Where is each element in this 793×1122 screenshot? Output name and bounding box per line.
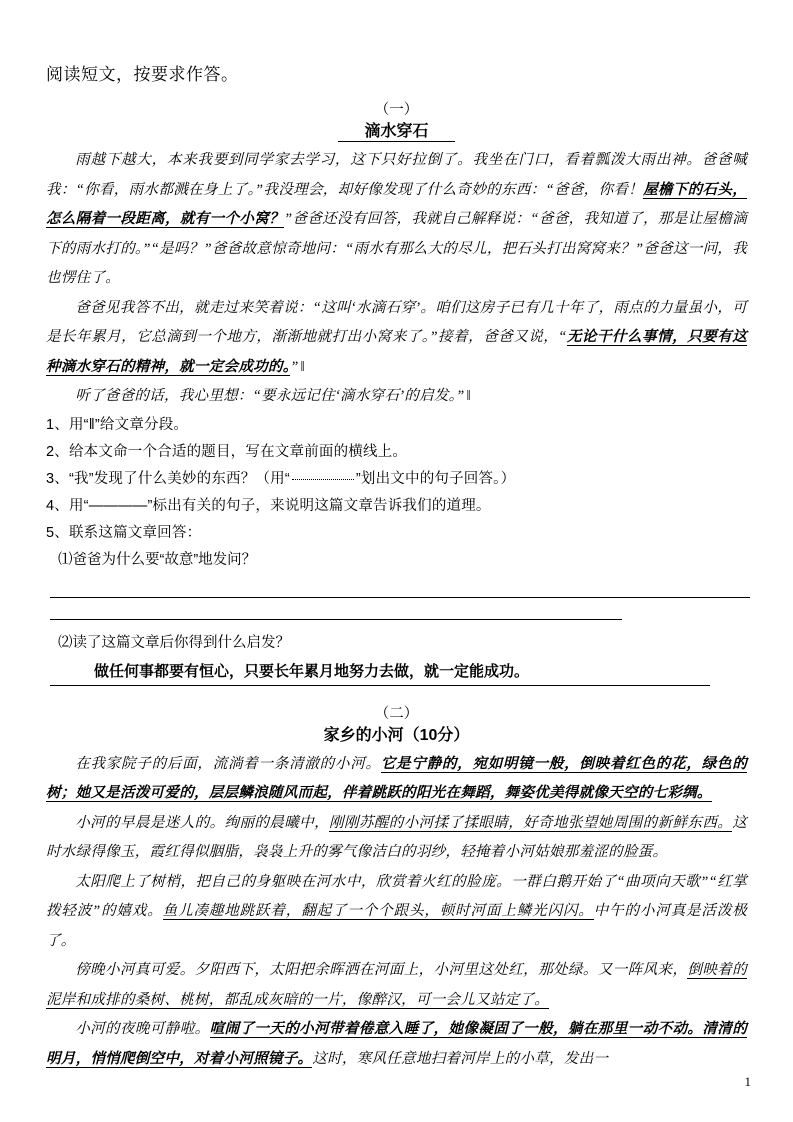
question-3: [46, 466, 747, 493]
section-one-title: [46, 120, 747, 144]
page-instruction: 阅读短文，按要求作答。: [46, 65, 239, 84]
article-two-paragraph-4: [46, 956, 747, 1015]
article2-para1-emphasis: 它是宁静的，宛如明镜一般，倒映着红色的花，绿色的树；她又是活泼可爱的，层层鳞浪随风而起，伴着跳跃的阳光在舞蹈，舞姿优美得就像天空的七彩绸。: [46, 755, 747, 801]
article-two-paragraph-3: [46, 868, 747, 957]
article2-para3-part-b: 中午的小河真是活泼极了。: [46, 903, 747, 949]
para2-part-a: 爸爸见我答不出，就走过来笑着说：“这叫‘水滴石穿’。咱们这房子已有几十年了，雨点的力量虽小，可是长年累月，它总滴到一个地方，渐渐地就打出小窝来了。”接着，爸爸又说，“: [46, 299, 747, 345]
para2-emphasis: 无论干什么事情，只要有这种滴水穿石的精神，就一定会成功的。: [46, 329, 747, 375]
article-two-paragraph-2: [46, 809, 747, 868]
article2-para3-emphasis: 鱼儿凑趣地跳跃着，翻起了一个个跟头，顿时河面上鳞光闪闪。: [162, 903, 594, 919]
sub-question-2-label: ⑵读了这篇文章后你得到什么启发？: [58, 634, 290, 651]
article2-para3-part-a: 太阳爬上了树梢，把自己的身躯映在河水中，欣赏着火红的脸庞。一群白鹅开始了“曲项向天歌”“红掌拨轻波”的嬉戏。: [46, 873, 747, 919]
para1-emphasis: 屋檐下的石头，怎么隔着一段距离，就有一个小窝？: [46, 181, 748, 227]
article2-para2-part-b: 这时水绿得像玉，霞红得似胭脂，袅袅上升的雾气像洁白的羽纱，轻掩着小河姑娘那羞涩的脸蛋。: [46, 814, 747, 860]
article-two-paragraph-1: [46, 750, 747, 809]
article2-para1-part-a: 在我家院子的后面，流淌着一条清澈的小河。: [75, 755, 381, 772]
section-two-title: 家乡的小河（10分）: [323, 726, 470, 744]
para2-segment-mark: ‖: [300, 358, 306, 375]
question-3-number: 3、: [46, 470, 69, 487]
page-number: 1: [744, 1074, 751, 1089]
question-1-text: 用“‖”给文章分段。: [68, 416, 189, 433]
question-3-text-after: ”划出文中的句子回答。）: [355, 470, 516, 487]
question-5-number: 5、: [46, 524, 69, 541]
question-3-dotted-blank: [292, 479, 354, 480]
article2-para2-part-a: 小河的早晨是迷人的。绚丽的晨曦中，: [75, 814, 330, 831]
article2-para5-emphasis-2: 清清的明月，悄悄爬倒空中，对着小河照镜子。: [46, 1021, 747, 1067]
article-two-paragraph-5: [46, 1015, 747, 1074]
question-2-text: 给本文命一个合适的题目，写在文章前面的横线上。: [68, 443, 408, 460]
para1-part-a: 雨越下越大，本来我要到同学家去学习，这下只好拉倒了。我坐在门口，看着瓢泼大雨出神。爸爸喊我：“你看，雨水都溅在身上了。”我没理会，却好像发现了什么奇妙的东西：“爸爸，你看！: [46, 152, 747, 198]
sub-question-2-answer: 做任何事都要有恒心，只要长年累月地努力去做，就一定能成功。: [94, 662, 530, 680]
answer-rule-2[interactable]: [50, 660, 710, 686]
article2-para4-part-a: 傍晚小河真可爱。夕阳西下，太阳把余晖洒在河面上，小河里这处红，那处绿。又一阵风来，: [75, 962, 688, 978]
article-one-paragraph-1: [46, 146, 747, 294]
article2-para5-part-a: 小河的夜晚可静啦。: [75, 1021, 210, 1037]
section-one-title-text: 滴水穿石: [338, 123, 454, 142]
question-1-number: 1、: [46, 416, 69, 433]
question-4: [46, 493, 747, 520]
para3-segment-mark: ‖: [466, 388, 472, 404]
para1-part-b: ”爸爸还没有回答，我就自己解释说：“爸爸，我知道了，那是让屋檐滴下的雨水打的。”“是吗？”爸爸故意惊奇地问：“雨水有那么大的尽儿，把石头打出窝窝来？”爸爸这一问，我也愣住了。: [46, 211, 747, 286]
article2-para4-emphasis: 倒映着的泥岸和成排的桑树、桃树，都乱成灰暗的一片，像醉汉，可一会儿又站定了。: [46, 962, 747, 1008]
answer-rule-1a[interactable]: [50, 597, 750, 598]
article2-para5-emphasis-1: 喧闹了一天的小河带着倦意入睡了，她像凝固了一般，躺在那里一动不动。: [209, 1021, 703, 1037]
article-one-paragraph-2: [46, 294, 747, 383]
question-5: [46, 520, 747, 547]
article-one-paragraph-3: [46, 382, 747, 412]
question-1: [46, 412, 747, 439]
question-5-text: 联系这篇文章回答：: [68, 524, 202, 541]
section-one-label: （一）: [374, 102, 419, 118]
question-2-number: 2、: [46, 443, 69, 460]
question-4-number: 4、: [46, 497, 69, 514]
question-4-text: 用“————”标出有关的句子，来说明这篇文章告诉我们的道理。: [68, 497, 491, 514]
article2-para2-emphasis: 刚刚苏醒的小河揉了揉眼睛，好奇地张望她周围的新鲜东西。: [329, 814, 733, 831]
article2-para5-part-b: 这时，寒风任意地扫着河岸上的小草，发出一: [312, 1050, 609, 1067]
question-3-text-before: “我”发现了什么美妙的东西？（用“: [68, 470, 290, 487]
section-two-label: （二）: [374, 705, 419, 722]
sub-question-1-label: ⑴爸爸为什么要“故意”地发问？: [58, 551, 257, 568]
question-2: [46, 439, 747, 466]
para3-text: 听了爸爸的话，我心里想：“要永远记住‘滴水穿石’的启发。”: [75, 388, 465, 404]
para2-part-b: ”: [290, 358, 299, 375]
